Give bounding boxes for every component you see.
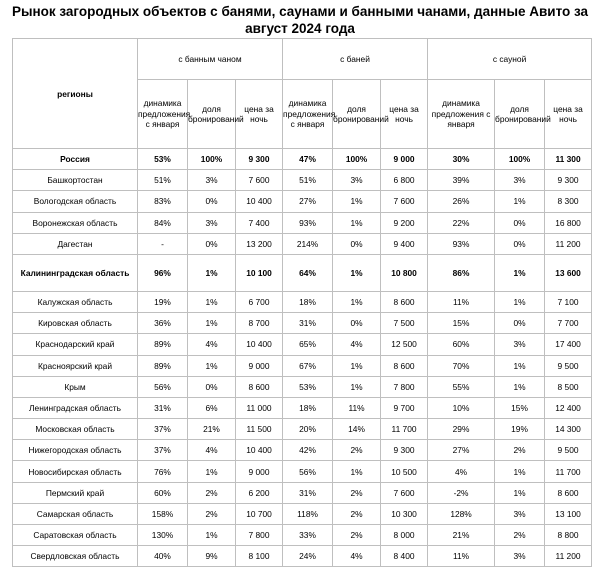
table-body <box>13 149 592 567</box>
region-cell: Калининградская область <box>13 254 138 291</box>
value-cell: 9 500 <box>545 440 592 461</box>
value-cell: 8 100 <box>236 546 283 567</box>
value-cell: 31% <box>283 482 333 503</box>
value-cell: 12 500 <box>381 334 428 355</box>
value-cell: 86% <box>428 254 495 291</box>
value-cell: 26% <box>428 191 495 212</box>
table-row <box>13 397 592 418</box>
value-cell: 1% <box>495 191 545 212</box>
region-cell: Россия <box>13 149 138 170</box>
table-row <box>13 440 592 461</box>
region-cell: Дагестан <box>13 233 138 254</box>
value-cell: 7 600 <box>381 191 428 212</box>
region-cell: Ленинградская область <box>13 397 138 418</box>
value-cell: 3% <box>495 170 545 191</box>
value-cell: 1% <box>333 212 381 233</box>
value-cell: 51% <box>138 170 188 191</box>
region-cell: Новосибирская область <box>13 461 138 482</box>
region-cell: Кировская область <box>13 313 138 334</box>
value-cell: 31% <box>138 397 188 418</box>
value-cell: -2% <box>428 482 495 503</box>
table-row <box>13 212 592 233</box>
value-cell: 56% <box>138 376 188 397</box>
value-cell: 9% <box>188 546 236 567</box>
value-cell: 24% <box>283 546 333 567</box>
table-row <box>13 191 592 212</box>
value-cell: 47% <box>283 149 333 170</box>
value-cell: 1% <box>333 355 381 376</box>
value-cell: 2% <box>188 503 236 524</box>
value-cell: 4% <box>333 546 381 567</box>
value-cell: 6% <box>188 397 236 418</box>
value-cell: 8 600 <box>236 376 283 397</box>
value-cell: 70% <box>428 355 495 376</box>
value-cell: 0% <box>495 313 545 334</box>
value-cell: 10 700 <box>236 503 283 524</box>
header-metric: цена за ночь <box>236 80 283 149</box>
value-cell: 53% <box>283 376 333 397</box>
region-cell: Воронежская область <box>13 212 138 233</box>
value-cell: 0% <box>495 233 545 254</box>
value-cell: 1% <box>495 254 545 291</box>
value-cell: 11 200 <box>545 233 592 254</box>
header-metric: цена за ночь <box>381 80 428 149</box>
value-cell: - <box>138 233 188 254</box>
value-cell: 1% <box>188 291 236 312</box>
value-cell: 8 000 <box>381 525 428 546</box>
value-cell: 9 300 <box>381 440 428 461</box>
value-cell: 33% <box>283 525 333 546</box>
value-cell: 3% <box>495 546 545 567</box>
value-cell: 1% <box>188 313 236 334</box>
value-cell: 7 600 <box>381 482 428 503</box>
value-cell: 9 000 <box>236 461 283 482</box>
value-cell: 8 800 <box>545 525 592 546</box>
value-cell: 3% <box>495 334 545 355</box>
table-row <box>13 503 592 524</box>
value-cell: 4% <box>333 334 381 355</box>
value-cell: 18% <box>283 397 333 418</box>
region-cell: Красноярский край <box>13 355 138 376</box>
header-group-banya: с баней <box>283 39 428 80</box>
value-cell: 10 100 <box>236 254 283 291</box>
table-row <box>13 291 592 312</box>
value-cell: 16 800 <box>545 212 592 233</box>
value-cell: 1% <box>333 191 381 212</box>
data-table <box>12 38 592 567</box>
value-cell: 118% <box>283 503 333 524</box>
value-cell: 1% <box>495 461 545 482</box>
value-cell: 10 400 <box>236 334 283 355</box>
region-cell: Калужская область <box>13 291 138 312</box>
value-cell: 51% <box>283 170 333 191</box>
table-row <box>13 149 592 170</box>
value-cell: 2% <box>495 440 545 461</box>
value-cell: 9 400 <box>381 233 428 254</box>
value-cell: 1% <box>333 291 381 312</box>
value-cell: 1% <box>495 291 545 312</box>
value-cell: 36% <box>138 313 188 334</box>
value-cell: 19% <box>495 419 545 440</box>
table-row <box>13 254 592 291</box>
value-cell: 2% <box>333 482 381 503</box>
value-cell: 40% <box>138 546 188 567</box>
value-cell: 37% <box>138 440 188 461</box>
value-cell: 11 700 <box>545 461 592 482</box>
value-cell: 7 600 <box>236 170 283 191</box>
value-cell: 96% <box>138 254 188 291</box>
region-cell: Вологодская область <box>13 191 138 212</box>
value-cell: 128% <box>428 503 495 524</box>
value-cell: 56% <box>283 461 333 482</box>
value-cell: 0% <box>188 191 236 212</box>
value-cell: 60% <box>428 334 495 355</box>
value-cell: 89% <box>138 355 188 376</box>
value-cell: 4% <box>188 334 236 355</box>
value-cell: 2% <box>333 525 381 546</box>
value-cell: 1% <box>495 355 545 376</box>
value-cell: 8 700 <box>236 313 283 334</box>
value-cell: 53% <box>138 149 188 170</box>
value-cell: 11% <box>428 291 495 312</box>
value-cell: 27% <box>428 440 495 461</box>
value-cell: 8 500 <box>545 376 592 397</box>
table-row <box>13 170 592 191</box>
value-cell: 10 400 <box>236 191 283 212</box>
value-cell: 8 600 <box>381 291 428 312</box>
value-cell: 1% <box>188 355 236 376</box>
value-cell: 22% <box>428 212 495 233</box>
region-cell: Башкортостан <box>13 170 138 191</box>
region-cell: Нижегородская область <box>13 440 138 461</box>
value-cell: 3% <box>188 170 236 191</box>
value-cell: 11 300 <box>545 149 592 170</box>
value-cell: 1% <box>188 461 236 482</box>
value-cell: 11% <box>428 546 495 567</box>
table-row <box>13 355 592 376</box>
value-cell: 89% <box>138 334 188 355</box>
value-cell: 18% <box>283 291 333 312</box>
value-cell: 1% <box>188 254 236 291</box>
value-cell: 83% <box>138 191 188 212</box>
region-cell: Пермский край <box>13 482 138 503</box>
value-cell: 17 400 <box>545 334 592 355</box>
value-cell: 7 700 <box>545 313 592 334</box>
value-cell: 2% <box>333 503 381 524</box>
value-cell: 1% <box>333 254 381 291</box>
value-cell: 100% <box>188 149 236 170</box>
value-cell: 15% <box>428 313 495 334</box>
value-cell: 7 800 <box>381 376 428 397</box>
value-cell: 0% <box>333 313 381 334</box>
value-cell: 130% <box>138 525 188 546</box>
value-cell: 11 500 <box>236 419 283 440</box>
value-cell: 13 200 <box>236 233 283 254</box>
value-cell: 8 600 <box>545 482 592 503</box>
value-cell: 2% <box>495 525 545 546</box>
table-header <box>13 39 592 149</box>
value-cell: 4% <box>188 440 236 461</box>
value-cell: 9 500 <box>545 355 592 376</box>
value-cell: 10 400 <box>236 440 283 461</box>
header-metric: доля бронирований <box>333 80 381 149</box>
value-cell: 93% <box>283 212 333 233</box>
value-cell: 2% <box>188 482 236 503</box>
value-cell: 6 700 <box>236 291 283 312</box>
header-metric: динамика предложения с января <box>283 80 333 149</box>
value-cell: 14 300 <box>545 419 592 440</box>
value-cell: 7 500 <box>381 313 428 334</box>
value-cell: 3% <box>495 503 545 524</box>
page-title <box>0 0 600 38</box>
header-metric: доля бронирований <box>188 80 236 149</box>
value-cell: 10% <box>428 397 495 418</box>
value-cell: 0% <box>333 233 381 254</box>
table-row <box>13 233 592 254</box>
header-metric: динамика предложения с января <box>138 80 188 149</box>
value-cell: 100% <box>333 149 381 170</box>
title-line-1: Рынок загородных объектов с банями, саунами и банными чанами, данные Авито за <box>11 4 589 19</box>
table-row <box>13 546 592 567</box>
value-cell: 8 300 <box>545 191 592 212</box>
value-cell: 93% <box>428 233 495 254</box>
value-cell: 60% <box>138 482 188 503</box>
value-cell: 84% <box>138 212 188 233</box>
value-cell: 1% <box>495 376 545 397</box>
value-cell: 11 000 <box>236 397 283 418</box>
value-cell: 0% <box>188 376 236 397</box>
header-group-chan: с банным чаном <box>138 39 283 80</box>
value-cell: 0% <box>495 212 545 233</box>
value-cell: 3% <box>333 170 381 191</box>
value-cell: 8 400 <box>381 546 428 567</box>
value-cell: 7 100 <box>545 291 592 312</box>
value-cell: 7 800 <box>236 525 283 546</box>
value-cell: 9 000 <box>236 355 283 376</box>
header-metric: цена за ночь <box>545 80 592 149</box>
value-cell: 11% <box>333 397 381 418</box>
value-cell: 39% <box>428 170 495 191</box>
value-cell: 9 300 <box>545 170 592 191</box>
value-cell: 9 200 <box>381 212 428 233</box>
value-cell: 55% <box>428 376 495 397</box>
value-cell: 2% <box>333 440 381 461</box>
value-cell: 21% <box>428 525 495 546</box>
value-cell: 37% <box>138 419 188 440</box>
value-cell: 19% <box>138 291 188 312</box>
value-cell: 9 000 <box>381 149 428 170</box>
value-cell: 15% <box>495 397 545 418</box>
value-cell: 1% <box>188 525 236 546</box>
value-cell: 100% <box>495 149 545 170</box>
value-cell: 8 600 <box>381 355 428 376</box>
header-metric: динамика предложения с января <box>428 80 495 149</box>
value-cell: 65% <box>283 334 333 355</box>
value-cell: 9 300 <box>236 149 283 170</box>
value-cell: 42% <box>283 440 333 461</box>
table-row <box>13 313 592 334</box>
title-line-2: август 2024 года <box>245 21 355 36</box>
value-cell: 1% <box>333 376 381 397</box>
region-cell: Свердловская область <box>13 546 138 567</box>
region-cell: Краснодарский край <box>13 334 138 355</box>
value-cell: 158% <box>138 503 188 524</box>
value-cell: 21% <box>188 419 236 440</box>
value-cell: 7 400 <box>236 212 283 233</box>
value-cell: 12 400 <box>545 397 592 418</box>
region-cell: Московская область <box>13 419 138 440</box>
region-cell: Саратовская область <box>13 525 138 546</box>
value-cell: 64% <box>283 254 333 291</box>
value-cell: 67% <box>283 355 333 376</box>
region-cell: Крым <box>13 376 138 397</box>
region-cell: Самарская область <box>13 503 138 524</box>
header-metric: доля бронирований <box>495 80 545 149</box>
value-cell: 27% <box>283 191 333 212</box>
table-row <box>13 376 592 397</box>
value-cell: 10 800 <box>381 254 428 291</box>
value-cell: 6 200 <box>236 482 283 503</box>
value-cell: 214% <box>283 233 333 254</box>
table-row <box>13 334 592 355</box>
value-cell: 11 700 <box>381 419 428 440</box>
value-cell: 0% <box>188 233 236 254</box>
value-cell: 10 500 <box>381 461 428 482</box>
header-region: регионы <box>13 39 138 149</box>
value-cell: 30% <box>428 149 495 170</box>
value-cell: 20% <box>283 419 333 440</box>
table-row <box>13 461 592 482</box>
table-row <box>13 525 592 546</box>
header-group-sauna: с сауной <box>428 39 592 80</box>
value-cell: 1% <box>333 461 381 482</box>
value-cell: 3% <box>188 212 236 233</box>
value-cell: 6 800 <box>381 170 428 191</box>
value-cell: 31% <box>283 313 333 334</box>
value-cell: 11 200 <box>545 546 592 567</box>
value-cell: 1% <box>495 482 545 503</box>
value-cell: 13 100 <box>545 503 592 524</box>
value-cell: 14% <box>333 419 381 440</box>
value-cell: 4% <box>428 461 495 482</box>
table-row <box>13 419 592 440</box>
value-cell: 9 700 <box>381 397 428 418</box>
value-cell: 29% <box>428 419 495 440</box>
value-cell: 13 600 <box>545 254 592 291</box>
value-cell: 10 300 <box>381 503 428 524</box>
table-row <box>13 482 592 503</box>
value-cell: 76% <box>138 461 188 482</box>
